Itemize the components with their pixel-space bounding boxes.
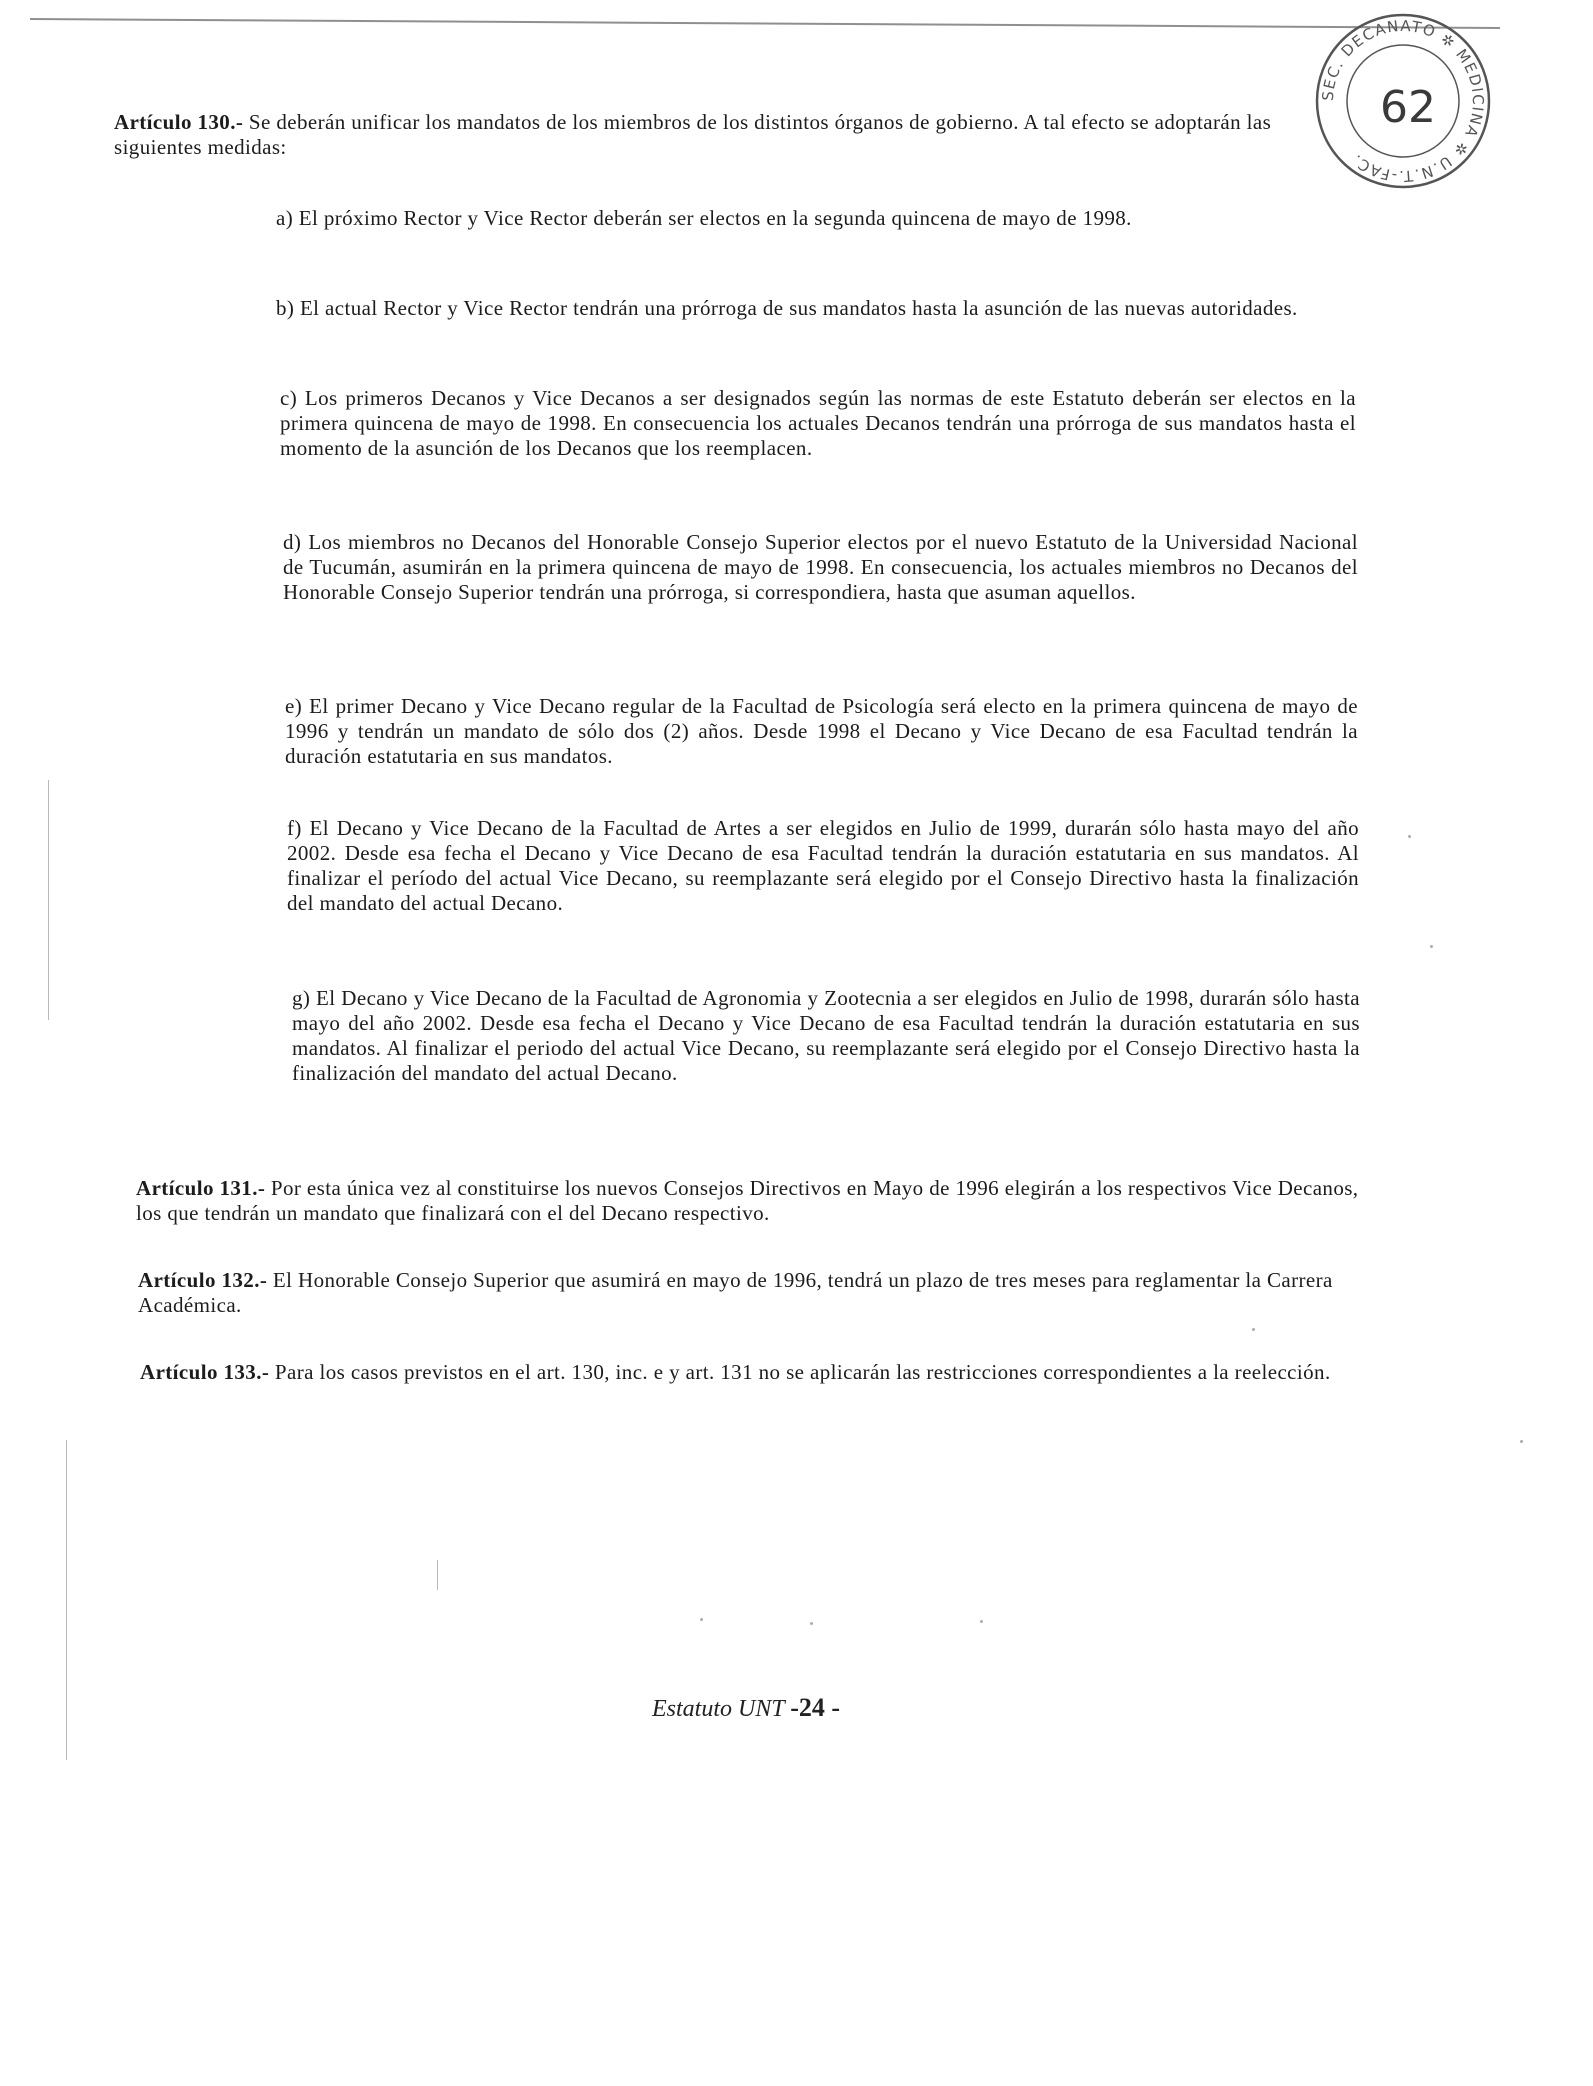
article-133	[140, 1360, 1366, 1385]
scan-mark	[66, 1440, 67, 1760]
scan-speck	[1430, 945, 1433, 948]
scan-speck	[1520, 1440, 1523, 1443]
article-132	[138, 1268, 1364, 1318]
article-text: El Honorable Consejo Superior que asumirá en mayo de 1996, tendrá un plazo de tres meses para reglamentar la Carrera Académica.	[138, 1268, 1333, 1317]
article-130-item-e: e) El primer Decano y Vice Decano regular de la Facultad de Psicología será electo en la primera quincena de mayo de 1996 y tendrán un mandato de sólo dos (2) años. Desde 1998 el Decano y Vice Decano de esa Facultad tendrán la duración estatutaria en sus mandatos.	[285, 694, 1358, 768]
article-heading: Artículo 132.-	[138, 1268, 268, 1292]
scan-mark	[437, 1560, 438, 1590]
stamp-text: SEC. DECANATO ✲ MEDICINA ✲ U.N.T.-FAC.	[1318, 16, 1488, 186]
article-130-item-f: f) El Decano y Vice Decano de la Facultad de Artes a ser elegidos en Julio de 1999, durarán sólo hasta mayo del año 2002. Desde esa fecha el Decano y Vice Decano de esa Facultad tendrán la duración estatutaria en sus mandatos. Al finalizar el período del actual Vice Decano, su reemplazante será elegido por el Consejo Directivo hasta la finalización del mandato del actual Decano.	[287, 816, 1359, 915]
article-text: Por esta única vez al constituirse los nuevos Consejos Directivos en Mayo de 1996 elegirán a los respectivos Vice Decanos, los que tendrán un mandato que finalizará con el del Decano respectivo.	[136, 1176, 1359, 1225]
scan-edge-line	[30, 18, 1500, 29]
article-130-item-a: a) El próximo Rector y Vice Rector deberán ser electos en la segunda quincena de mayo de 1998.	[276, 206, 1132, 230]
article-130-item-d: d) Los miembros no Decanos del Honorable Consejo Superior electos por el nuevo Estatuto de la Universidad Nacional de Tucumán, asumirán en la primera quincena de mayo de 1998. En consecuencia, los actuales miembros no Decanos del Honorable Consejo Superior tendrán una prórroga, si correspondiera, hasta que asuman aquellos.	[283, 530, 1358, 604]
scan-speck	[1408, 835, 1411, 838]
scan-speck	[980, 1620, 983, 1623]
scan-mark	[48, 780, 49, 1020]
footer-label: Estatuto UNT	[652, 1696, 791, 1722]
article-130-item-c: c) Los primeros Decanos y Vice Decanos a ser designados según las normas de este Estatuto deberán ser electos en la primera quincena de mayo de 1998. En consecuencia los actuales Decanos tendrán una prórroga de sus mandatos hasta el momento de la asunción de los Decanos que los reemplacen.	[280, 386, 1356, 460]
stamp-handwritten-number: 62	[1380, 82, 1436, 133]
scan-speck	[1252, 1328, 1255, 1331]
article-130-item-g: g) El Decano y Vice Decano de la Facultad de Agronomia y Zootecnia a ser elegidos en Julio de 1998, durarán sólo hasta mayo del año 2002. Desde esa fecha el Decano y Vice Decano de esa Facultad tendrán la duración estatutaria en sus mandatos. Al finalizar el periodo del actual Vice Decano, su reemplazante será elegido por el Consejo Directivo hasta la finalización del mandato del actual Decano.	[292, 986, 1360, 1085]
article-heading: Artículo 131.-	[136, 1176, 266, 1200]
article-130-intro	[114, 110, 1354, 160]
page-number: -24 -	[790, 1693, 841, 1722]
scan-speck	[810, 1622, 813, 1625]
article-text: Para los casos previstos en el art. 130, inc. e y art. 131 no se aplicarán las restricciones correspondientes a la reelección.	[269, 1360, 1331, 1384]
page-footer	[652, 1693, 840, 1723]
article-130-item-b: b) El actual Rector y Vice Rector tendrán una prórroga de sus mandatos hasta la asunción de las nuevas autoridades.	[276, 296, 1298, 320]
article-131	[136, 1176, 1362, 1226]
article-heading: Artículo 130.-	[114, 110, 244, 134]
article-text: Se deberán unificar los mandatos de los miembros de los distintos órganos de gobierno. A tal efecto se adoptarán las siguientes medidas:	[114, 110, 1272, 159]
article-heading: Artículo 133.-	[140, 1360, 270, 1384]
scan-speck	[700, 1618, 703, 1621]
